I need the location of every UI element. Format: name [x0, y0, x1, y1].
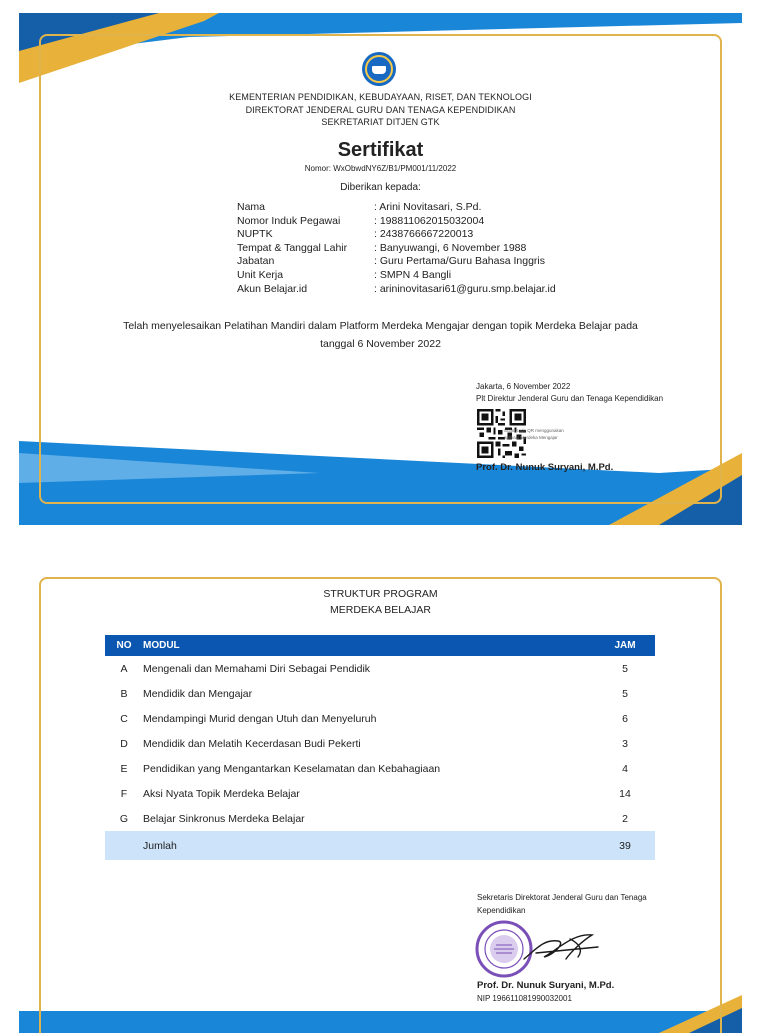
row-modul: Aksi Nyata Topik Merdeka Belajar: [143, 787, 300, 800]
detail-row: [237, 228, 556, 242]
table-row: [105, 656, 655, 681]
detail-label: Nama: [237, 201, 266, 213]
detail-row: [237, 242, 556, 256]
detail-value: : 198811062015032004: [374, 214, 485, 227]
column-header-no: NO: [105, 635, 143, 656]
table-row: [105, 781, 655, 806]
detail-value: : 2438766667220013: [374, 228, 474, 241]
signer-name: Prof. Dr. Nunuk Suryani, M.Pd.: [476, 462, 614, 473]
program-signer-name: Prof. Dr. Nunuk Suryani, M.Pd.: [477, 980, 615, 991]
institution-line: DIREKTORAT JENDERAL GURU DAN TENAGA KEPENDIDIKAN: [245, 104, 516, 115]
row-no: B: [120, 687, 128, 700]
row-jam: 3: [622, 737, 628, 750]
module-table: [105, 635, 655, 860]
row-no: C: [120, 712, 128, 725]
row-modul: Mendidik dan Melatih Kecerdasan Budi Pekerti: [143, 737, 361, 750]
table-row: [105, 756, 655, 781]
row-no: F: [120, 787, 128, 800]
program-heading-line-2: MERDEKA BELAJAR: [330, 604, 431, 616]
row-jam: 14: [619, 787, 631, 800]
table-row: [105, 681, 655, 706]
detail-value: : Guru Pertama/Guru Bahasa Inggris: [374, 255, 545, 268]
detail-label: Akun Belajar.id: [237, 282, 308, 295]
institution-header: [19, 91, 742, 129]
detail-value: : Banyuwangi, 6 November 1988: [374, 241, 527, 254]
column-header-modul: MODUL: [143, 635, 595, 656]
row-jam: 4: [622, 762, 628, 775]
detail-label: Jabatan: [237, 255, 275, 268]
tut-wuri-handayani-logo: [362, 52, 396, 86]
total-row: [105, 831, 655, 860]
row-no: D: [120, 737, 128, 750]
program-heading-line-1: STRUKTUR PROGRAM: [323, 588, 438, 600]
certificate-title: Sertifikat: [337, 139, 424, 161]
place-date: Jakarta, 6 November 2022: [476, 382, 571, 391]
total-label: Jumlah: [143, 831, 595, 860]
signer-role: Plt Direktur Jenderal Guru dan Tenaga Kependidikan: [476, 394, 664, 403]
total-value: 39: [595, 831, 655, 860]
table-header-row: [105, 635, 655, 656]
row-jam: 5: [622, 687, 628, 700]
institution-line: SEKRETARIAT DITJEN GTK: [321, 117, 440, 127]
table-row: [105, 806, 655, 831]
detail-value: : Arini Novitasari, S.Pd.: [374, 201, 482, 213]
detail-label: NUPTK: [237, 228, 273, 241]
completion-statement: [19, 317, 742, 353]
detail-row: [237, 201, 556, 215]
detail-row: [237, 269, 556, 283]
qr-note-line: aplikasi Merdeka Mengajar: [504, 435, 558, 440]
signer-nip: NIP 196611081990032001: [477, 994, 572, 1003]
program-structure-page: [19, 553, 742, 1033]
detail-label: Unit Kerja: [237, 268, 284, 281]
detail-value: : arininovitasari61@guru.smp.belajar.id: [374, 282, 556, 295]
certificate-page: [19, 13, 742, 525]
table-row: [105, 706, 655, 731]
column-header-jam: JAM: [595, 635, 655, 656]
qr-note: [504, 427, 564, 441]
detail-label: Tempat & Tanggal Lahir: [237, 241, 348, 254]
institution-line: KEMENTERIAN PENDIDIKAN, KEBUDAYAAN, RISET, DAN TEKNOLOGI: [229, 92, 532, 102]
detail-value: : SMPN 4 Bangli: [374, 268, 452, 281]
certificate-number: Nomor: WxObwdNY6Z/B1/PM001/11/2022: [304, 164, 457, 173]
row-modul: Pendidikan yang Mengantarkan Keselamatan dan Kebahagiaan: [143, 762, 441, 775]
row-modul: Belajar Sinkronus Merdeka Belajar: [143, 812, 305, 825]
table-row: [105, 731, 655, 756]
detail-row: [237, 283, 556, 297]
row-modul: Mendampingi Murid dengan Utuh dan Menyeluruh: [143, 712, 377, 725]
detail-row: [237, 215, 556, 229]
program-signer-role: Sekretaris Direktorat Jenderal Guru dan Tenaga Kependidikan: [477, 893, 647, 915]
row-no: E: [120, 762, 128, 775]
row-jam: 6: [622, 712, 628, 725]
row-modul: Mendidik dan Mengajar: [143, 687, 253, 700]
detail-label: Nomor Induk Pegawai: [237, 214, 341, 227]
row-no: A: [120, 662, 128, 675]
row-no: G: [119, 812, 129, 825]
completion-line-1: Telah menyelesaikan Pelatihan Mandiri dalam Platform Merdeka Mengajar dengan topik Merdeka Belajar pada: [123, 320, 638, 332]
official-stamp-and-signature: [474, 919, 604, 979]
row-jam: 2: [622, 812, 628, 825]
signature-block: [476, 381, 663, 405]
given-to-label: Diberikan kepada:: [340, 182, 421, 193]
program-heading: [19, 586, 742, 618]
row-modul: Mengenali dan Memahami Diri Sebagai Pendidik: [143, 662, 371, 675]
qr-note-line: Scan Kode QR menggunakan: [504, 428, 564, 433]
row-jam: 5: [622, 662, 628, 675]
completion-line-2: tanggal 6 November 2022: [320, 338, 441, 350]
detail-row: [237, 255, 556, 269]
recipient-details: [237, 201, 556, 296]
